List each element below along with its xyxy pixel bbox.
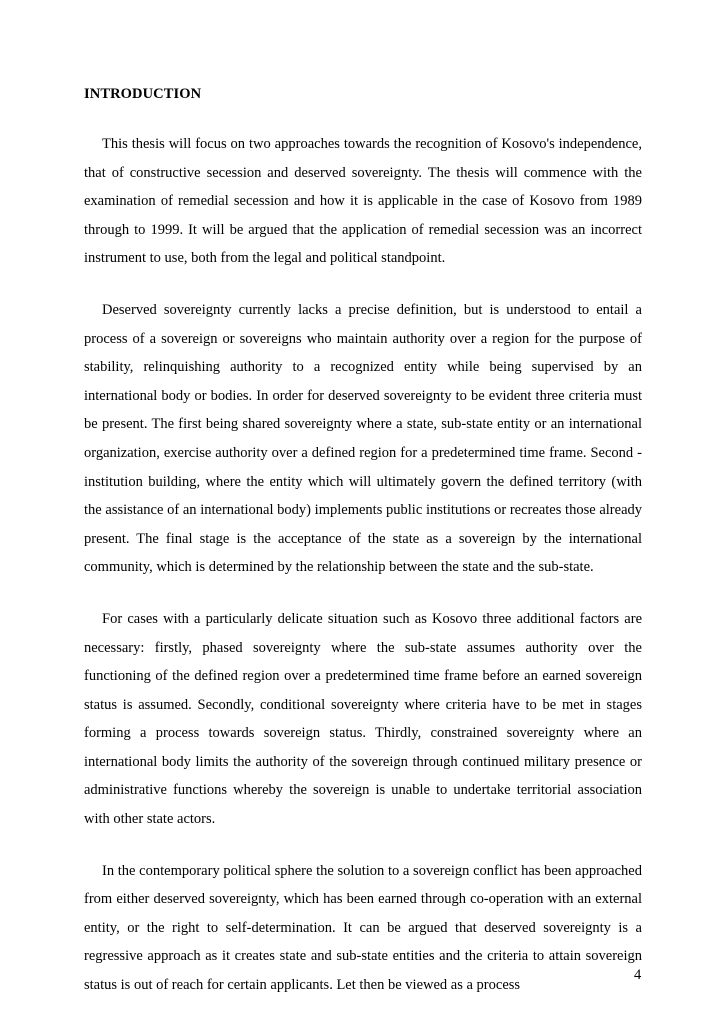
paragraph-3: For cases with a particularly delicate situation such as Kosovo three additional factors are necessary: firstly, phased sovereignty where the sub-state assumes authority over the functioning of the defined region over a predetermined time frame before an earned sovereign status is assumed. Secondly, conditional sovereignty where criteria have to be met in stages forming a process towards sovereign status. Thirdly, constrained sovereignty where an international body limits the authority of the sovereign through continued military presence or administrative functions whereby the sovereign is unable to undertake territorial association with other state actors. <box>84 610 642 828</box>
section-heading: INTRODUCTION <box>84 86 202 102</box>
paragraph-2: Deserved sovereignty currently lacks a precise definition, but is understood to entail a process of a sovereign or sovereigns who maintain authority over a region for the purpose of stability, relinquishing authority to a recognized entity while being supervised by an international body or bodies. In order for deserved sovereignty to be evident three criteria must be present. The first being shared sovereignty where a state, sub-state entity or an international organization, exercise authority over a defined region for a predetermined time frame. Second - institution building, where the entity which will ultimately govern the defined territory (with the assistance of an international body) implements public institutions or recreates those already present. The final stage is the acceptance of the state as a sovereign by the international community, which is determined by the relationship between the state and the sub-state. <box>84 301 642 576</box>
paragraph-4: In the contemporary political sphere the solution to a sovereign conflict has been approached from either deserved sovereignty, which has been earned through co-operation with an external entity, or the right to self-determination. It can be argued that deserved sovereignty is a regressive approach as it creates state and sub-state entities and the criteria to attain sovereign status is out of reach for certain applicants. Let then be viewed as a process <box>84 862 642 994</box>
page-number: 4 <box>634 967 642 983</box>
paragraph-1: This thesis will focus on two approaches towards the recognition of Kosovo's independence, that of constructive secession and deserved sovereignty. The thesis will commence with the examination of remedial secession and how it is applicable in the case of Kosovo from 1989 through to 1999. It will be argued that the application of remedial secession was an incorrect instrument to use, both from the legal and political standpoint. <box>84 136 642 267</box>
body-text <box>84 130 642 1023</box>
